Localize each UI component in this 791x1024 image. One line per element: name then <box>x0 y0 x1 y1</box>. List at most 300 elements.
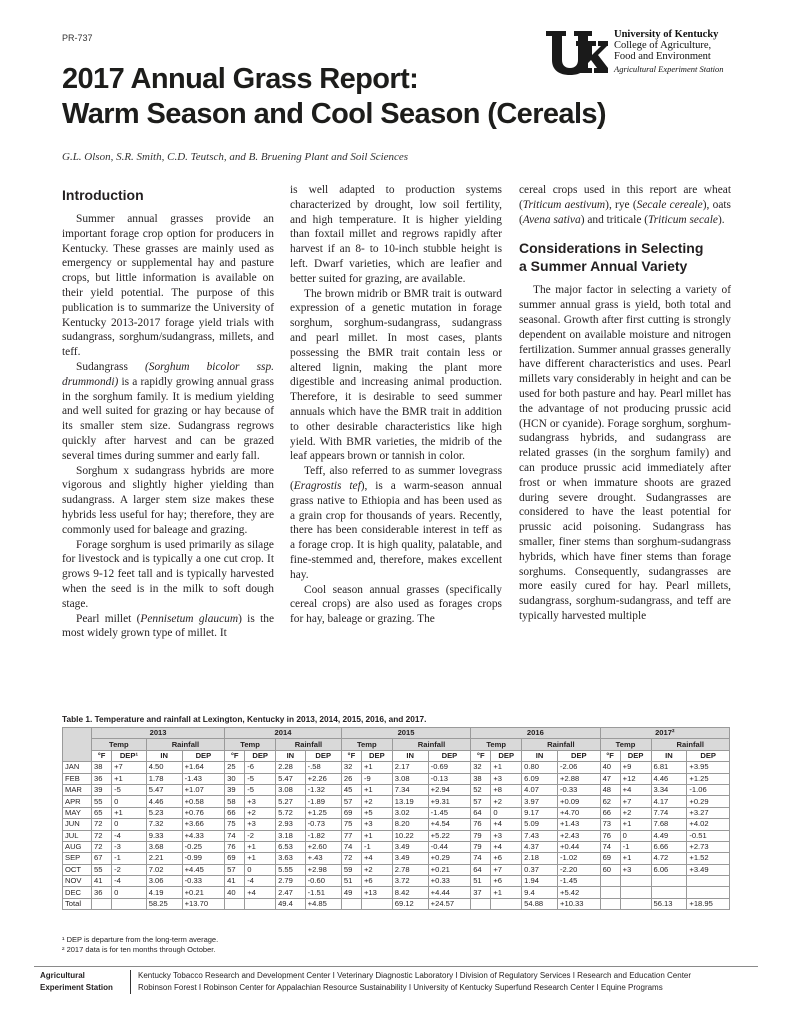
scientific-name: Pennisetum glaucum <box>140 612 239 625</box>
text-run: ) is the most widely grown type of millet. It <box>62 612 274 640</box>
table-cell: 56.13 <box>651 898 687 909</box>
paragraph <box>62 612 274 642</box>
authors-line: G.L. Olson, S.R. Smith, C.D. Teutsch, and B. Bruening Plant and Soil Sciences <box>62 151 409 163</box>
table-cell: +0.21 <box>182 887 225 898</box>
table-cell: 40 <box>600 762 620 773</box>
table-cell: +2.98 <box>305 864 341 875</box>
table-cell: 54.88 <box>522 898 558 909</box>
table-cell: 0 <box>112 887 147 898</box>
table-cell: +4.54 <box>428 819 471 830</box>
scientific-name: Avena sativa <box>522 213 581 226</box>
unit-header: °F <box>600 750 620 761</box>
table-cell: -1.06 <box>687 784 730 795</box>
table-cell: -2 <box>112 864 147 875</box>
table-cell: +1.43 <box>558 819 601 830</box>
table-cell: 3.63 <box>276 853 306 864</box>
table-cell: -1.82 <box>305 830 341 841</box>
table-cell: +0.29 <box>687 796 730 807</box>
table-cell: 4.37 <box>522 841 558 852</box>
table-cell: +8 <box>491 784 522 795</box>
university-block <box>614 29 724 75</box>
table-cell: 2.18 <box>522 853 558 864</box>
table-cell: 4.46 <box>146 796 182 807</box>
paragraph: Cool season annual grasses (specifically cereal crops) are also used as forages crops for hay, baleage or grazing. The <box>290 583 502 626</box>
table-cell: -4 <box>112 830 147 841</box>
table-cell: +9.31 <box>428 796 471 807</box>
table-cell: +10.33 <box>558 898 601 909</box>
month-cell: JUL <box>63 830 92 841</box>
month-cell: OCT <box>63 864 92 875</box>
footnotes <box>62 935 218 955</box>
section-heading-introduction: Introduction <box>62 187 144 203</box>
table-cell: 7.02 <box>146 864 182 875</box>
table-cell: +4.33 <box>182 830 225 841</box>
table-cell <box>112 898 147 909</box>
table-cell: 0.80 <box>522 762 558 773</box>
table-cell: 5.27 <box>276 796 306 807</box>
table-cell: +3 <box>361 819 392 830</box>
paragraph <box>290 464 502 582</box>
table-cell: +1 <box>112 807 147 818</box>
table-cell: 2.79 <box>276 876 306 887</box>
text-run: Pearl millet ( <box>76 612 141 625</box>
unit-header: DEP <box>491 750 522 761</box>
table-cell: -1.45 <box>428 807 471 818</box>
table-cell: 4.07 <box>522 784 558 795</box>
table-row <box>63 841 730 852</box>
table-row <box>63 898 730 909</box>
unit-header: DEP <box>428 750 471 761</box>
table-cell: +7 <box>112 762 147 773</box>
footer-separator <box>130 970 131 994</box>
table-cell: 0 <box>491 807 522 818</box>
table-cell <box>600 887 620 898</box>
table-cell: -0.33 <box>558 784 601 795</box>
paragraph: is well adapted to production systems characterized by drought, low soil fertility, and high temperature. It is higher yielding than foxtail millet and regrows rapidly after harvest if an 8- to 10-inch stubble height is left. Dwarf varieties, which are leafier and better suited for grazing, are available. <box>290 184 502 285</box>
group-header: Rainfall <box>392 739 470 750</box>
table-cell: -0.25 <box>182 841 225 852</box>
table-cell: +1 <box>620 853 651 864</box>
footer-label-line: Experiment Station <box>40 983 113 992</box>
text-run: Teff, also referred to as summer lovegrass ( <box>290 465 502 492</box>
table-cell: 2.21 <box>146 853 182 864</box>
table-cell: 5.72 <box>276 807 306 818</box>
table-cell: 40 <box>225 887 245 898</box>
table-cell: +4 <box>491 841 522 852</box>
table-cell: 72 <box>341 853 361 864</box>
table-cell: 10.22 <box>392 830 428 841</box>
table-cell <box>651 887 687 898</box>
table-cell: +0.58 <box>182 796 225 807</box>
table-cell <box>600 898 620 909</box>
table-cell: +2 <box>361 796 392 807</box>
table-cell: 51 <box>341 876 361 887</box>
unit-header: DEP <box>305 750 341 761</box>
heading-line: Considerations in Selecting <box>519 240 704 257</box>
table-cell <box>341 898 361 909</box>
table-cell: 62 <box>600 796 620 807</box>
table-cell: 9.33 <box>146 830 182 841</box>
paragraph: The major factor in selecting a variety of summer annual grass is yield, both total and seasonal. Growth after first cutting is strongly dependent on available moisture and nitrogen fertilization. Summer annual grasses generally have different characteristics and uses. Pearl millets vary considerably in height and can be used for both pasture and hay. Pearl millet has the advantage of not producing prussic acid (HCN or cyanide). Forage sorghum, sorghum-sudangrass hybrids, and sudangrass are related grasses (in the sorghum family) and can produce prussic acid immediately after frost or when immature shoots are grazed during severe drought. Sudangrasses are considered to have the least potential for prussic acid poisoning. Sudangrass has smaller, finer stems than sorghum-sudangrass hybrids, which have finer stems than forage sorghums. Consequently, sudangrasses are more easily cured for hay. Pearl millets, sudangrass, sorghum-sudangrass, and teff are typically harvested multiple <box>519 284 731 622</box>
title-line-1: 2017 Annual Grass Report: <box>62 63 419 95</box>
table-cell: +2.60 <box>305 841 341 852</box>
table-cell: 4.49 <box>651 830 687 841</box>
table-cell: +4 <box>361 853 392 864</box>
table-cell: +1 <box>361 784 392 795</box>
month-cell: DEC <box>63 887 92 898</box>
table-cell: 58.25 <box>146 898 182 909</box>
footer-label <box>40 970 113 994</box>
column-2 <box>290 183 502 627</box>
table-cell: -1.02 <box>558 853 601 864</box>
text-run: is a rapidly growing annual grass in the sorghum family. It is medium yielding and well suited for grazing or hay because of its smaller stem size. Sudangrass regrows quickly after harvest and can be grazed several times during summer and early fall. <box>62 375 274 462</box>
unit-header: IN <box>146 750 182 761</box>
month-cell: SEP <box>63 853 92 864</box>
table-cell: -1 <box>620 841 651 852</box>
group-header: Temp <box>341 739 392 750</box>
table-cell: 65 <box>92 807 112 818</box>
table-cell: 66 <box>225 807 245 818</box>
table-cell: +3 <box>491 830 522 841</box>
table-cell: 48 <box>600 784 620 795</box>
table-cell: +5.42 <box>558 887 601 898</box>
table-cell: -.58 <box>305 762 341 773</box>
table-cell: 4.72 <box>651 853 687 864</box>
table-cell: +4.44 <box>428 887 471 898</box>
table-cell: +1 <box>491 762 522 773</box>
table-cell: 6.53 <box>276 841 306 852</box>
table-cell: 7.32 <box>146 819 182 830</box>
table-cell: +2.26 <box>305 773 341 784</box>
table-cell <box>651 876 687 887</box>
table-cell: +0.33 <box>428 876 471 887</box>
table-cell: 25 <box>225 762 245 773</box>
table-cell: -0.73 <box>305 819 341 830</box>
table-cell: 66 <box>600 807 620 818</box>
table-cell: 3.08 <box>276 784 306 795</box>
table-cell: +3.95 <box>687 762 730 773</box>
unit-header: IN <box>651 750 687 761</box>
table-cell: +6 <box>361 876 392 887</box>
table-cell: +18.95 <box>687 898 730 909</box>
table-cell: 69 <box>600 853 620 864</box>
table-row <box>63 819 730 830</box>
text-run: ), oats ( <box>519 198 731 226</box>
unit-header: °F <box>341 750 361 761</box>
table-cell: +6 <box>491 853 522 864</box>
table-cell: 4.50 <box>146 762 182 773</box>
table-cell: 72 <box>92 819 112 830</box>
table-cell: -6 <box>245 762 276 773</box>
document-code: PR-737 <box>62 33 93 43</box>
table-cell <box>620 876 651 887</box>
year-header: 2015 <box>341 728 470 739</box>
table-cell: 38 <box>471 773 491 784</box>
table-cell: -0.69 <box>428 762 471 773</box>
table-cell: 7.74 <box>651 807 687 818</box>
table-cell: +1 <box>245 853 276 864</box>
table-cell: 5.47 <box>146 784 182 795</box>
table-cell: 3.72 <box>392 876 428 887</box>
table-cell: +0.76 <box>182 807 225 818</box>
month-cell: Total <box>63 898 92 909</box>
table-cell: +1 <box>361 762 392 773</box>
table-cell: 30 <box>225 773 245 784</box>
table-cell: 6.81 <box>651 762 687 773</box>
table-cell: 74 <box>225 830 245 841</box>
table-cell <box>92 898 112 909</box>
table-cell: 7.43 <box>522 830 558 841</box>
table-cell: 77 <box>341 830 361 841</box>
table-cell: +1.25 <box>305 807 341 818</box>
table-cell: 74 <box>600 841 620 852</box>
table-cell: 8.42 <box>392 887 428 898</box>
section-heading-considerations <box>519 239 731 275</box>
table-cell: 9.4 <box>522 887 558 898</box>
table-cell: 76 <box>471 819 491 830</box>
table-cell: 3.34 <box>651 784 687 795</box>
table-cell: +7 <box>491 864 522 875</box>
table-cell: +1.25 <box>687 773 730 784</box>
text-run: ). <box>717 213 725 226</box>
table-cell: 2.28 <box>276 762 306 773</box>
table-cell: 3.06 <box>146 876 182 887</box>
footer-centers-line: Kentucky Tobacco Research and Development Center I Veterinary Diagnostic Laboratory I Division of Regulatory Services I Research and Education Center <box>138 971 692 980</box>
table-cell: 3.02 <box>392 807 428 818</box>
table-cell: +1.64 <box>182 762 225 773</box>
table-cell: +7 <box>620 796 651 807</box>
table-cell: +0.21 <box>428 864 471 875</box>
year-header-row <box>63 728 730 739</box>
climate-table <box>62 727 730 910</box>
table-cell: 3.49 <box>392 841 428 852</box>
table-cell: 57 <box>225 864 245 875</box>
table-cell: 55 <box>92 864 112 875</box>
table-cell: +0.44 <box>558 841 601 852</box>
table-cell: 69.12 <box>392 898 428 909</box>
table-cell: 72 <box>92 830 112 841</box>
month-cell: NOV <box>63 876 92 887</box>
month-cell: MAR <box>63 784 92 795</box>
paragraph: Summer annual grasses provide an important forage crop option for producers in Kentucky. These grasses are mainly used as emergency or supplemental hay and pasture crops, but little information is available on their yield potential. The purpose of this publication is to summarize the University of Kentucky 2013-2017 forage yield trials with sudangrass, sorghum/sudangrass, millets, and teff. <box>62 213 274 359</box>
table-cell: -9 <box>361 773 392 784</box>
table-cell: 41 <box>225 876 245 887</box>
table-cell: 55 <box>92 796 112 807</box>
table-cell: 5.23 <box>146 807 182 818</box>
table-cell <box>620 887 651 898</box>
unit-header: DEP <box>361 750 392 761</box>
footer-divider <box>34 966 758 967</box>
scientific-name: Eragrostis tef <box>293 479 361 492</box>
table-cell: +0.09 <box>558 796 601 807</box>
unit-header: DEP¹ <box>112 750 147 761</box>
table-cell: 6.09 <box>522 773 558 784</box>
table-row <box>63 887 730 898</box>
table-cell: +13 <box>361 887 392 898</box>
table-cell: 6.06 <box>651 864 687 875</box>
table-cell: -1.45 <box>558 876 601 887</box>
table-cell: 76 <box>600 830 620 841</box>
paragraph <box>62 360 274 464</box>
table-row <box>63 796 730 807</box>
table-cell: 6.66 <box>651 841 687 852</box>
table-cell: -0.60 <box>305 876 341 887</box>
table-cell: 51 <box>471 876 491 887</box>
table-cell: +4.02 <box>687 819 730 830</box>
table-cell: 5.55 <box>276 864 306 875</box>
table-cell: +2.43 <box>558 830 601 841</box>
paragraph: The brown midrib or BMR trait is outward expression of a genetic mutation in forage sorghum, sorghum-sudangrass, sudangrass and pearl millet. In most cases, plants possessing the BMR trait contain less or altered lignin, making the plant more digestible and increasing animal production. Therefore, it is desirable to seed summer annuals which have the BMR trait in addition to other desirable characteristics like high yield. With BMR varieties, the midrib of the leaf appears brown or tannish in color. <box>290 287 502 463</box>
table-cell: +2 <box>245 807 276 818</box>
table-cell: +2.94 <box>428 784 471 795</box>
table-row <box>63 864 730 875</box>
paragraph <box>519 183 731 227</box>
table-cell: -1 <box>361 841 392 852</box>
table-cell: 9.17 <box>522 807 558 818</box>
table-cell: 3.08 <box>392 773 428 784</box>
table-cell: -4 <box>112 876 147 887</box>
table-cell: +.43 <box>305 853 341 864</box>
table-cell: 3.18 <box>276 830 306 841</box>
table-cell: +3.66 <box>182 819 225 830</box>
table-cell: +3 <box>245 796 276 807</box>
table-cell: 49.4 <box>276 898 306 909</box>
table-cell: 49 <box>341 887 361 898</box>
table-cell: 47 <box>600 773 620 784</box>
table-cell: 74 <box>341 841 361 852</box>
table-cell: 5.09 <box>522 819 558 830</box>
month-cell: FEB <box>63 773 92 784</box>
unit-header: IN <box>522 750 558 761</box>
table-cell: 32 <box>471 762 491 773</box>
table-cell <box>471 898 491 909</box>
table-cell: +2.88 <box>558 773 601 784</box>
table-cell: 7.68 <box>651 819 687 830</box>
table-cell: +4.45 <box>182 864 225 875</box>
table-cell: 57 <box>341 796 361 807</box>
table-cell: 1.94 <box>522 876 558 887</box>
group-header: Temp <box>471 739 522 750</box>
table-cell: -0.44 <box>428 841 471 852</box>
table-cell: -1.51 <box>305 887 341 898</box>
table-cell: -1 <box>112 853 147 864</box>
table-cell: +24.57 <box>428 898 471 909</box>
month-cell: MAY <box>63 807 92 818</box>
page-title <box>62 62 606 132</box>
table-cell: 7.34 <box>392 784 428 795</box>
table-cell: 76 <box>225 841 245 852</box>
table-cell: -4 <box>245 876 276 887</box>
table-cell: +1 <box>361 830 392 841</box>
table-cell: 79 <box>471 841 491 852</box>
table-cell: 0.37 <box>522 864 558 875</box>
group-header: Rainfall <box>522 739 600 750</box>
table-cell: -1.43 <box>182 773 225 784</box>
table-cell: 4.19 <box>146 887 182 898</box>
column-1 <box>62 183 274 641</box>
table-cell: 52 <box>471 784 491 795</box>
table-row <box>63 830 730 841</box>
year-header: 2013 <box>92 728 225 739</box>
table-cell: 69 <box>341 807 361 818</box>
text-run: ), rye ( <box>605 198 637 211</box>
table-cell: 60 <box>600 864 620 875</box>
table-cell: 39 <box>92 784 112 795</box>
table-cell: +9 <box>620 762 651 773</box>
table-cell <box>491 898 522 909</box>
table-cell: 0 <box>112 819 147 830</box>
table-cell: +4 <box>245 887 276 898</box>
unit-header: DEP <box>245 750 276 761</box>
month-header <box>63 728 92 762</box>
table-cell: 0 <box>245 864 276 875</box>
table-row <box>63 773 730 784</box>
table-cell: 4.46 <box>651 773 687 784</box>
table-cell: 2.17 <box>392 762 428 773</box>
table-cell: 37 <box>471 887 491 898</box>
table-cell: +2.73 <box>687 841 730 852</box>
table-body <box>63 762 730 910</box>
table-cell: +4 <box>620 784 651 795</box>
group-header-row <box>63 739 730 750</box>
table-cell: -0.33 <box>182 876 225 887</box>
table-cell <box>600 876 620 887</box>
group-header: Temp <box>600 739 651 750</box>
table-cell: +5.22 <box>428 830 471 841</box>
table-row <box>63 853 730 864</box>
table-cell: -1.32 <box>305 784 341 795</box>
column-3 <box>519 183 731 624</box>
college-line-2: Food and Environment <box>614 51 711 62</box>
unit-header: IN <box>276 750 306 761</box>
unit-header: IN <box>392 750 428 761</box>
table-cell: +1 <box>245 841 276 852</box>
table-cell: +3.49 <box>687 864 730 875</box>
scientific-name: (Sorghum bicolor ssp. drummondi) <box>62 360 274 388</box>
table-cell: 3.49 <box>392 853 428 864</box>
table-row <box>63 784 730 795</box>
table-cell: +3 <box>245 819 276 830</box>
table-cell <box>361 898 392 909</box>
table-cell: +4.85 <box>305 898 341 909</box>
table-cell: 64 <box>471 807 491 818</box>
table-cell <box>687 876 730 887</box>
table-cell: -5 <box>245 773 276 784</box>
table-cell: +3.27 <box>687 807 730 818</box>
month-cell: JUN <box>63 819 92 830</box>
group-header: Temp <box>225 739 276 750</box>
table-cell: 39 <box>225 784 245 795</box>
paragraph: Forage sorghum is used primarily as silage for livestock and is typically a one cut crop. It grows 9-12 feet tall and is typically harvested when the seed is in the milk to soft dough stage. <box>62 538 274 610</box>
table-cell: 41 <box>92 876 112 887</box>
unit-header: °F <box>471 750 491 761</box>
table-cell: +5 <box>361 807 392 818</box>
table-cell: -2 <box>245 830 276 841</box>
table-cell: 3.68 <box>146 841 182 852</box>
table-cell: +13.70 <box>182 898 225 909</box>
month-cell: APR <box>63 796 92 807</box>
table-cell: 73 <box>600 819 620 830</box>
table-cell: 13.19 <box>392 796 428 807</box>
table-cell: 4.17 <box>651 796 687 807</box>
college-line-1: College of Agriculture, <box>614 40 712 51</box>
text-run: ) and triticale ( <box>580 213 649 226</box>
table-cell <box>225 898 245 909</box>
table-cell: 58 <box>225 796 245 807</box>
footer-centers <box>138 970 691 994</box>
footer-centers-line: Robinson Forest I Robinson Center for Appalachian Resource Sustainability I University of Kentucky Superfund Research Center I Equine Programs <box>138 983 663 992</box>
unit-header: DEP <box>558 750 601 761</box>
